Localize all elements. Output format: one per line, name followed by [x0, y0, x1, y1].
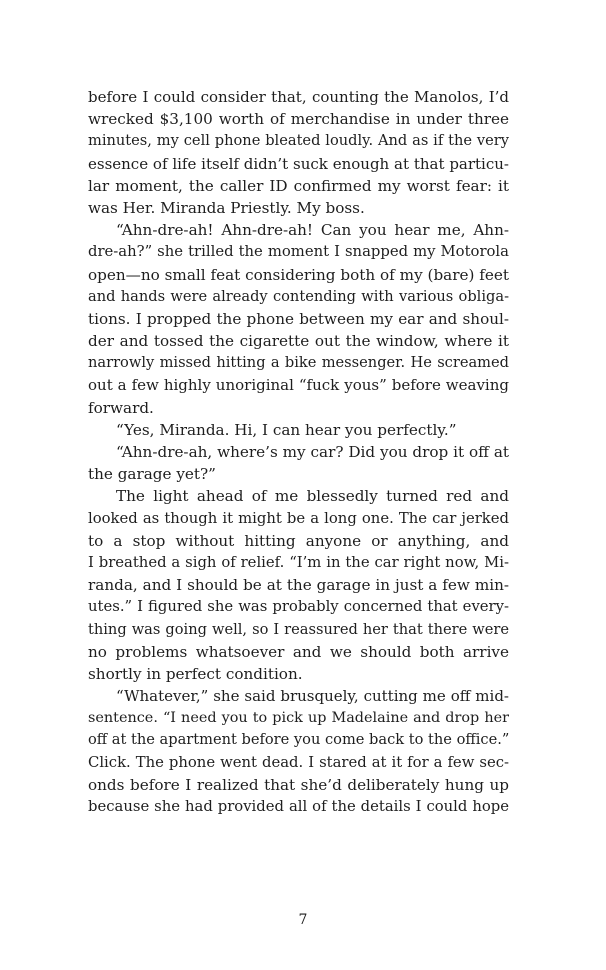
page-number: 7 — [298, 912, 308, 928]
body-text — [88, 86, 509, 818]
text-line: out a few highly unoriginal “fuck yous” before weaving — [88, 376, 509, 395]
text-line: sentence. “I need you to pick up Madelaine and drop her — [88, 710, 509, 727]
text-line: “Yes, Miranda. Hi, I can hear you perfectly.” — [116, 420, 457, 439]
text-line: Click. The phone went dead. I stared at it for a few sec- — [88, 753, 509, 771]
text-line: thing was going well, so I reassured her that there were — [88, 620, 509, 638]
text-line: utes.” I figured she was probably concerned that every- — [88, 598, 509, 616]
text-line: tions. I propped the phone between my ear and shoul- — [88, 309, 509, 328]
text-line: and hands were already contending with various obliga- — [88, 287, 509, 305]
text-line: “Ahn-dre-ah! Ahn-dre-ah! Can you hear me, Ahn- — [116, 221, 509, 240]
text-line: dre-ah?” she trilled the moment I snapped my Motorola — [88, 243, 509, 261]
text-line: because she had provided all of the details I could hope — [88, 798, 509, 815]
text-line: “Whatever,” she said brusquely, cutting me off mid- — [116, 687, 509, 706]
text-line: open—no small feat considering both of my (bare) feet — [88, 265, 509, 284]
text-line: lar moment, the caller ID confirmed my worst fear: it — [88, 176, 509, 195]
text-line: was Her. Miranda Priestly. My boss. — [88, 198, 365, 217]
text-line: randa, and I should be at the garage in just a few min- — [88, 576, 509, 595]
text-line: the garage yet?” — [88, 465, 216, 484]
text-line: looked as though it might be a long one. The car jerked — [88, 509, 509, 527]
text-line: no problems whatsoever and we should both arrive — [88, 642, 509, 661]
text-line: “Ahn-dre-ah, where’s my car? Did you drop it off at — [116, 443, 509, 461]
text-line: I breathed a sigh of relief. “I’m in the car right now, Mi- — [88, 553, 509, 571]
text-line: forward. — [88, 398, 154, 417]
text-line: minutes, my cell phone bleated loudly. And as if the very — [88, 132, 509, 150]
text-line: wrecked $3,100 worth of merchandise in under three — [88, 110, 509, 129]
text-line: The light ahead of me blessedly turned red and — [116, 487, 509, 506]
text-line: before I could consider that, counting the Manolos, I’d — [88, 88, 509, 106]
text-line: essence of life itself didn’t suck enough at that particu- — [88, 154, 509, 173]
text-line: to a stop without hitting anyone or anything, and — [88, 531, 509, 550]
text-line: der and tossed the cigarette out the window, where it — [88, 332, 509, 351]
text-line: off at the apartment before you come back to the office.” — [88, 731, 509, 749]
text-line: shortly in perfect condition. — [88, 664, 303, 683]
text-line: narrowly missed hitting a bike messenger. He screamed — [88, 354, 509, 372]
text-line: onds before I realized that she’d deliberately hung up — [88, 775, 509, 794]
